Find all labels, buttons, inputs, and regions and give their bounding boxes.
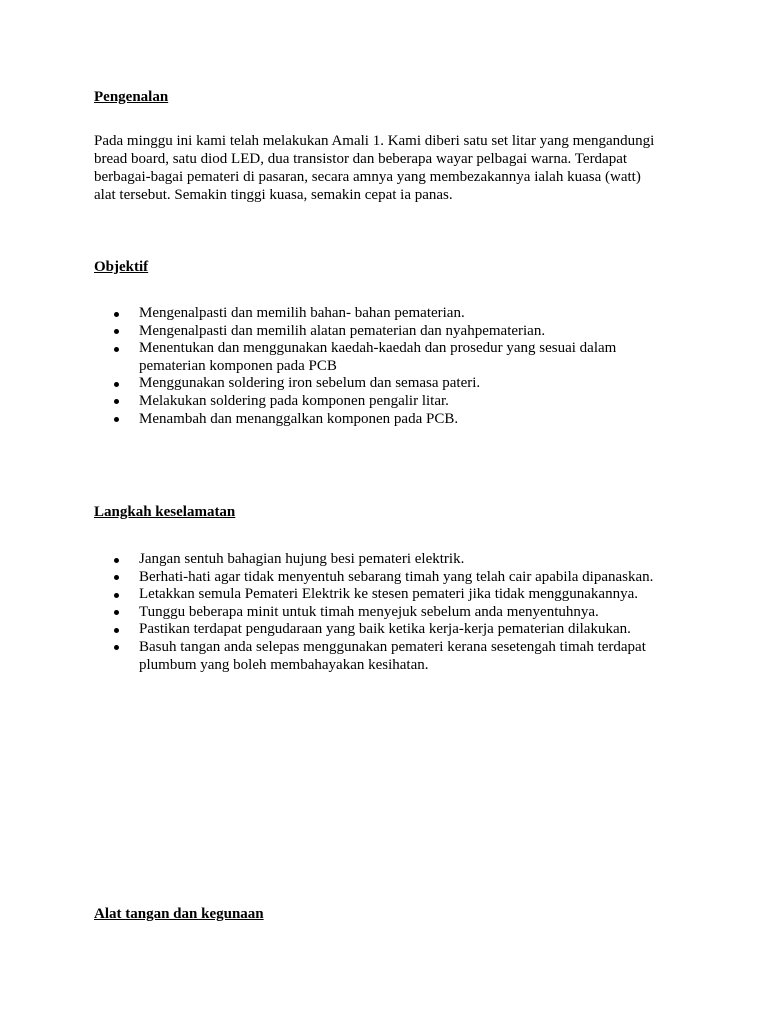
bullet-icon <box>114 645 119 650</box>
list-item <box>114 375 694 393</box>
section-heading-langkah-keselamatan: Langkah keselamatan <box>94 504 236 520</box>
list-item <box>114 411 694 429</box>
list-item <box>114 621 694 639</box>
list-item-text: Basuh tangan anda selepas menggunakan pemateri kerana sesetengah timah terdapat <box>139 638 646 655</box>
list-item-text: Pastikan terdapat pengudaraan yang baik ketika kerja-kerja pematerian dilakukan. <box>139 621 631 638</box>
paragraph-line: Pada minggu ini kami telah melakukan Amali 1. Kami diberi satu set litar yang mengandungi <box>94 133 655 149</box>
list-item <box>114 604 694 622</box>
paragraph-line: alat tersebut. Semakin tinggi kuasa, semakin cepat ia panas. <box>94 187 453 203</box>
list-item-text: Menentukan dan menggunakan kaedah-kaedah dan prosedur yang sesuai dalam <box>139 340 617 357</box>
list-item-text: pematerian komponen pada PCB <box>139 357 337 374</box>
bullet-icon <box>114 575 119 580</box>
langkah-keselamatan-list <box>114 551 694 674</box>
list-item-text: Tunggu beberapa minit untuk timah menyejuk sebelum anda menyentuhnya. <box>139 603 599 620</box>
list-item-text: plumbum yang boleh membahayakan kesihatan. <box>139 656 429 673</box>
bullet-icon <box>114 593 119 598</box>
bullet-icon <box>114 382 119 387</box>
paragraph-line: berbagai-bagai pemateri di pasaran, secara amnya yang membezakannya ialah kuasa (watt) <box>94 169 641 185</box>
list-item <box>114 305 694 323</box>
section-heading-pengenalan: Pengenalan <box>94 89 169 105</box>
list-item <box>114 393 694 411</box>
section-heading-objektif: Objektif <box>94 259 149 275</box>
list-item-text: Letakkan semula Pemateri Elektrik ke stesen pemateri jika tidak menggunakannya. <box>139 586 638 603</box>
bullet-icon <box>114 312 119 317</box>
list-item-text: Menambah dan menanggalkan komponen pada PCB. <box>139 410 459 427</box>
bullet-icon <box>114 399 119 404</box>
section-heading-alat-tangan: Alat tangan dan kegunaan <box>94 906 264 922</box>
objektif-list <box>114 305 694 428</box>
list-item-text: Melakukan soldering pada komponen pengalir litar. <box>139 392 449 409</box>
bullet-icon <box>114 417 119 422</box>
list-item-text: Mengenalpasti dan memilih bahan- bahan pematerian. <box>139 305 465 321</box>
list-item-text: Menggunakan soldering iron sebelum dan semasa pateri. <box>139 375 481 392</box>
bullet-icon <box>114 347 119 352</box>
list-item-text: Mengenalpasti dan memilih alatan pematerian dan nyahpematerian. <box>139 322 546 339</box>
bullet-icon <box>114 558 119 563</box>
bullet-icon <box>114 329 119 334</box>
pengenalan-paragraph <box>94 132 674 204</box>
list-item-text: Jangan sentuh bahagian hujung besi pemateri elektrik. <box>139 551 465 567</box>
list-item <box>114 340 694 375</box>
list-item <box>114 551 694 569</box>
list-item <box>114 569 694 587</box>
list-item <box>114 586 694 604</box>
list-item <box>114 323 694 341</box>
list-item-text: Berhati-hati agar tidak menyentuh sebarang timah yang telah cair apabila dipanaskan. <box>139 568 654 585</box>
bullet-icon <box>114 610 119 615</box>
list-item <box>114 639 694 674</box>
paragraph-line: bread board, satu diod LED, dua transistor dan beberapa wayar pelbagai warna. Terdapat <box>94 151 628 167</box>
bullet-icon <box>114 628 119 633</box>
